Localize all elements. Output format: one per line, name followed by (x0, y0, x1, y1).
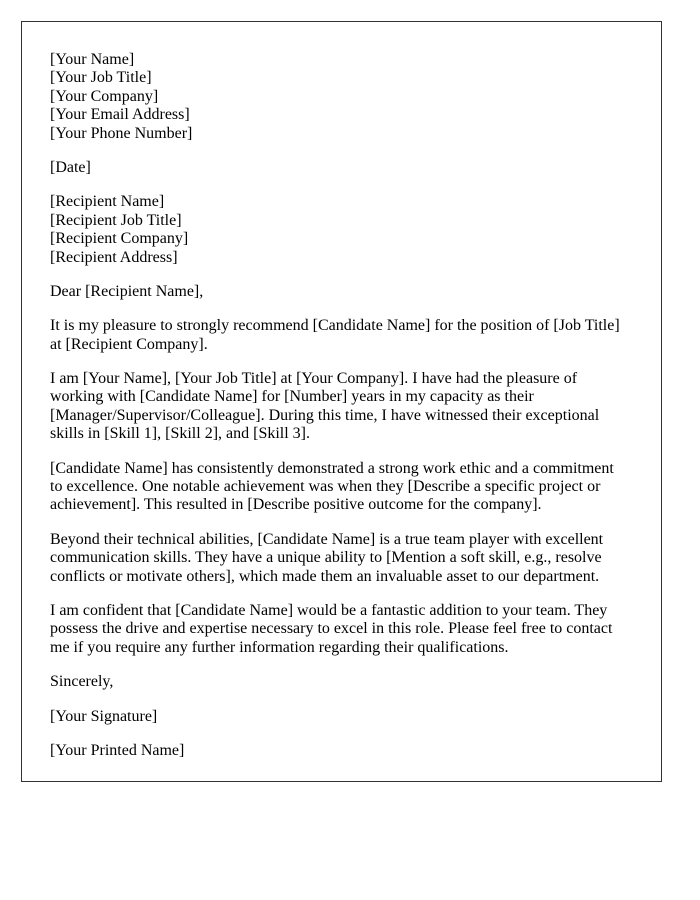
sender-phone: [Your Phone Number] (50, 124, 193, 142)
recipient-job-title: [Recipient Job Title] (50, 211, 182, 229)
signature-line: [Your Signature] (50, 707, 158, 725)
sender-company: [Your Company] (50, 87, 159, 105)
recipient-address: [Recipient Address] (50, 248, 178, 266)
sender-email: [Your Email Address] (50, 106, 190, 124)
sender-job-title: [Your Job Title] (50, 69, 152, 87)
recipient-company: [Recipient Company] (50, 230, 189, 248)
letter-container (21, 21, 662, 782)
salutation: Dear [Recipient Name], (50, 282, 204, 300)
recipient-block (50, 193, 627, 267)
paragraph-background: I am [Your Name], [Your Job Title] at [Your Company]. I have had the pleasure of working with [Candidate Name] for [Number] years in my capacity as their [Manager/Supervisor/Colleague]. During this time, I have witnessed their exceptional skills in [Skill 1], [Skill 2], and [Skill 3]. (50, 370, 600, 443)
recipient-name: [Recipient Name] (50, 193, 165, 211)
closing: Sincerely, (50, 673, 114, 691)
paragraph-intro: It is my pleasure to strongly recommend [Candidate Name] for the position of [Job Title] at [Recipient Company]. (50, 317, 620, 353)
sender-name: [Your Name] (50, 51, 135, 68)
printed-name-line: [Your Printed Name] (50, 741, 185, 759)
paragraph-achievement: [Candidate Name] has consistently demonstrated a strong work ethic and a commitment to excellence. One notable achievement was when they [Describe a specific project or achievement]. This resulted in [Describe positive outcome for the company]. (50, 459, 614, 514)
date-line: [Date] (50, 158, 91, 176)
paragraph-soft-skills: Beyond their technical abilities, [Candidate Name] is a true team player with excellent communication skills. They have a unique ability to [Mention a soft skill, e.g., resolve conflicts or motivate others], which made them an invaluable asset to our department. (50, 530, 604, 585)
sender-block (50, 51, 627, 143)
paragraph-endorsement: I am confident that [Candidate Name] would be a fantastic addition to your team. They possess the drive and expertise necessary to excel in this role. Please feel free to contact me if you require any further information regarding their qualifications. (50, 601, 613, 656)
